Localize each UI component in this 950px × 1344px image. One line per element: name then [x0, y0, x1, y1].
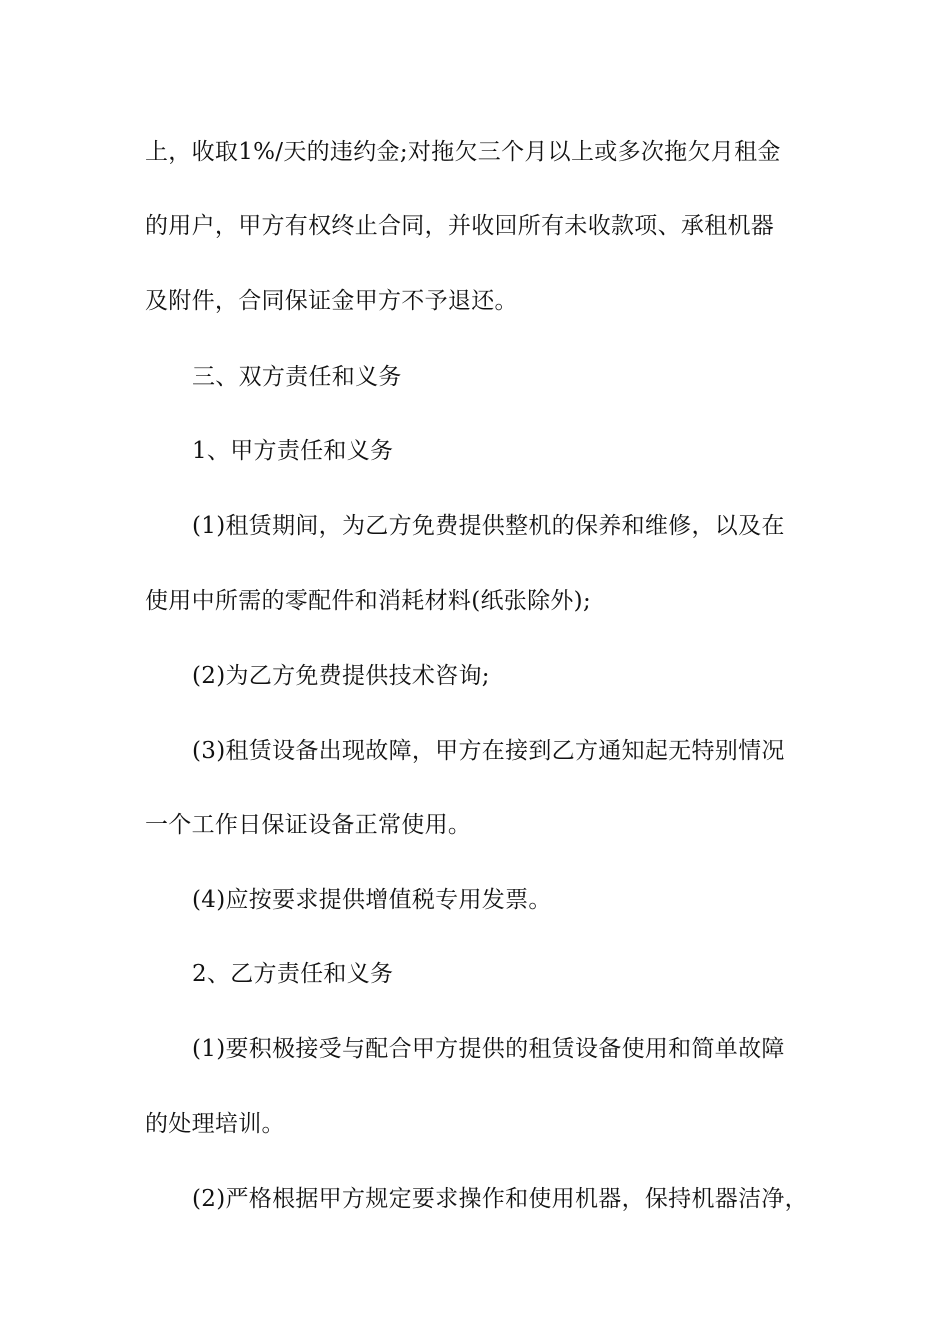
text-line: (1)租赁期间，为乙方免费提供整机的保养和维修，以及在 [192, 513, 785, 539]
text-line: 使用中所需的零配件和消耗材料(纸张除外); [145, 588, 591, 614]
text-line: (4)应按要求提供增值税专用发票。 [192, 887, 552, 913]
text-line: 及附件，合同保证金甲方不予退还。 [145, 288, 518, 314]
subsection-heading: 1、甲方责任和义务 [192, 438, 394, 464]
text-line: 的用户，甲方有权终止合同，并收回所有未收款项、承租机器 [145, 213, 775, 239]
section-heading: 三、双方责任和义务 [192, 364, 402, 390]
text-line: (2)严格根据甲方规定要求操作和使用机器，保持机器洁净， [192, 1186, 808, 1212]
text-line: (2)为乙方免费提供技术咨询; [192, 663, 490, 689]
text-line: (1)要积极接受与配合甲方提供的租赁设备使用和简单故障 [192, 1036, 785, 1062]
text-line: (3)租赁设备出现故障，甲方在接到乙方通知起无特别情况 [192, 738, 785, 764]
subsection-heading: 2、乙方责任和义务 [192, 961, 394, 987]
text-line: 上，收取1%/天的违约金;对拖欠三个月以上或多次拖欠月租金 [145, 139, 781, 165]
text-line: 一个工作日保证设备正常使用。 [145, 812, 472, 838]
text-line: 的处理培训。 [145, 1111, 285, 1137]
